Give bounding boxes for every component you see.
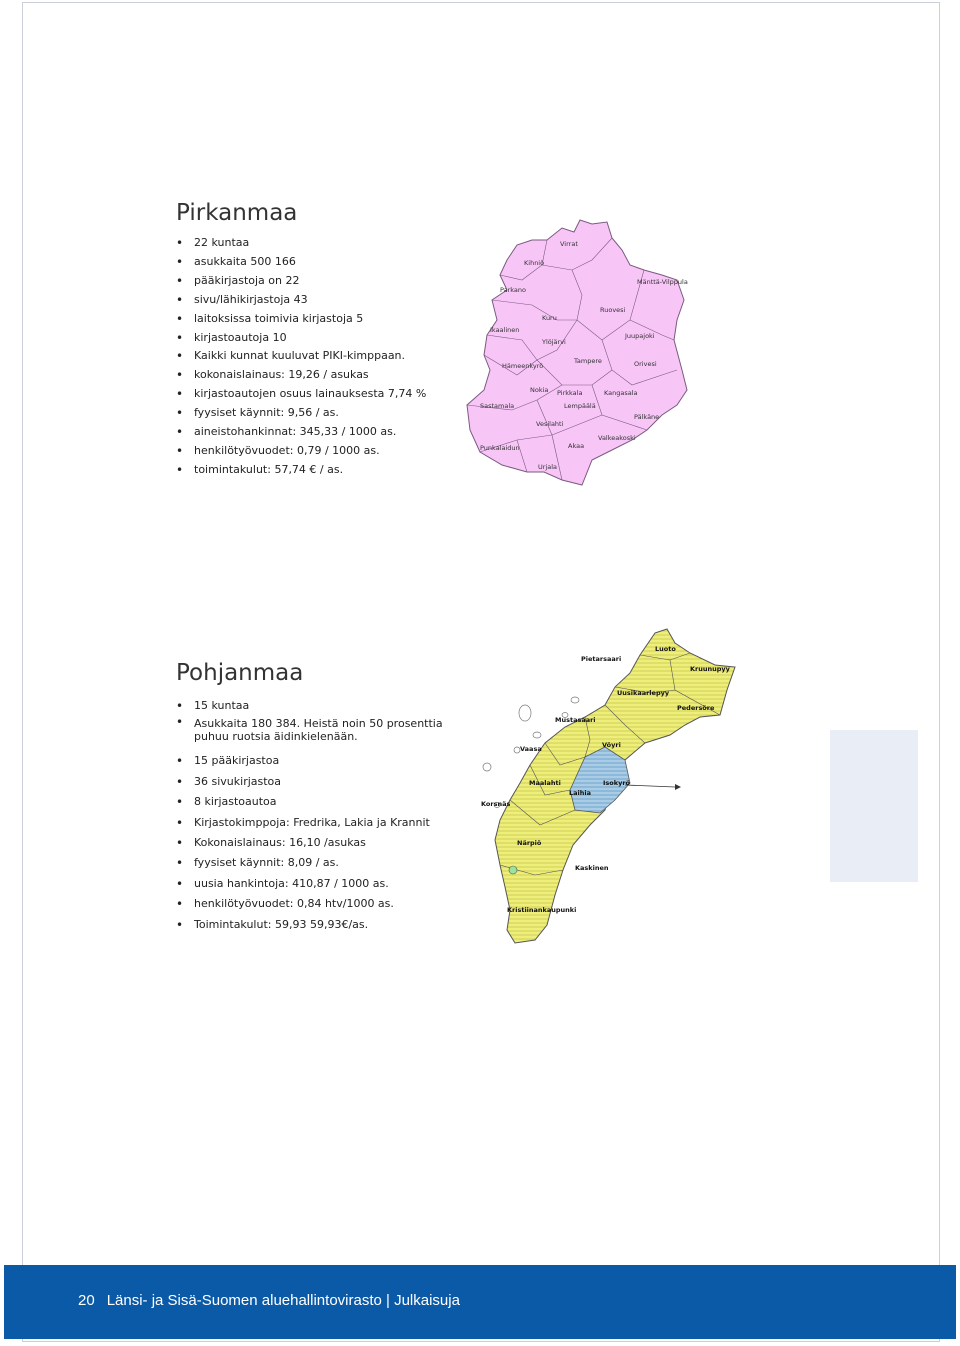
map-marker (509, 866, 517, 874)
pohjanmaa-title: Pohjanmaa (176, 660, 304, 686)
map-label: Ruovesi (600, 306, 626, 314)
list-item: • 36 sivukirjastoa (194, 772, 446, 792)
list-item: • 22 kuntaa (194, 234, 476, 253)
list-item: • asukkaita 500 166 (194, 253, 476, 272)
map-label: Maalahti (529, 779, 561, 787)
map-label: Mustasaari (555, 716, 596, 724)
map-label: Kristiinankaupunki (507, 906, 577, 914)
map-label: Kruunupyy (690, 665, 730, 673)
map-label: Vaasa (520, 745, 542, 753)
map-label: Kihniö (524, 259, 545, 267)
map-label: Punkalaidun (480, 444, 520, 452)
map-label: Laihia (569, 789, 591, 797)
map-label: Uusikaarlepyy (617, 689, 670, 697)
list-item: • toimintakulut: 57,74 € / as. (194, 461, 476, 480)
map-label: Parkano (500, 286, 527, 294)
map-label: Juupajoki (625, 332, 655, 340)
list-item: • kokonaislainaus: 19,26 / asukas (194, 366, 476, 385)
map-label: Ikaalinen (490, 326, 520, 334)
map-label: Vesilahti (536, 420, 564, 428)
map-label: Isokyrö (603, 779, 630, 787)
pohjanmaa-map (475, 625, 750, 950)
list-item: • 15 pääkirjastoa (194, 751, 446, 771)
map-label: Kuru (542, 314, 557, 322)
publication-title: Länsi- ja Sisä-Suomen aluehallintovirasto | Julkaisuja (106, 1292, 460, 1309)
map-label: Närpiö (517, 839, 542, 847)
map-label: Nokia (530, 386, 549, 394)
list-item: • sivu/lähikirjastoja 43 (194, 291, 476, 310)
map-label: Luoto (655, 645, 676, 653)
pirkanmaa-map (462, 210, 712, 495)
map-label: Orivesi (634, 360, 657, 368)
list-item: • 8 kirjastoautoa (194, 792, 446, 812)
list-item: • pääkirjastoja on 22 (194, 272, 476, 291)
list-item: • uusia hankintoja: 410,87 / 1000 as. (194, 874, 446, 894)
map-label: Sastamala (480, 402, 515, 410)
list-item: • Kirjastokimppoja: Fredrika, Lakia ja Krannit (194, 813, 446, 833)
map-label: Valkeakoski (598, 434, 636, 442)
pohjanmaa-section (176, 660, 446, 935)
list-item: • 15 kuntaa (194, 696, 446, 716)
pirkanmaa-facts-list (176, 234, 476, 480)
list-item: • fyysiset käynnit: 8,09 / as. (194, 853, 446, 873)
map-label: Urjala (538, 463, 558, 471)
map-label: Kaskinen (575, 864, 609, 872)
map-label: Pälkäne (634, 413, 660, 421)
map-label: Tampere (574, 357, 602, 365)
footer-bar (4, 1265, 956, 1339)
list-item: • kirjastoautojen osuus lainauksesta 7,74 % (194, 385, 476, 404)
list-item: • laitoksissa toimivia kirjastoja 5 (194, 310, 476, 329)
list-item: • henkilötyövuodet: 0,79 / 1000 as. (194, 442, 476, 461)
list-item: • kirjastoautoja 10 (194, 329, 476, 348)
map-label: Pedersöre (677, 704, 715, 712)
list-item: • Kokonaislainaus: 16,10 /asukas (194, 833, 446, 853)
map-label: Pietarsaari (581, 655, 622, 663)
side-tab-decoration (830, 730, 918, 882)
map-label: Virrat (560, 240, 578, 248)
list-item: • Asukkaita 180 384. Heistä noin 50 prosenttia puhuu ruotsia äidinkielenään. (194, 716, 446, 743)
page-number: 20 (78, 1292, 95, 1309)
map-label: Vöyri (602, 741, 621, 749)
map-label: Akaa (568, 442, 585, 450)
pohjanmaa-facts-list (176, 696, 446, 935)
list-item: • Toimintakulut: 59,93 59,93€/as. (194, 915, 446, 935)
map-label: Korsnäs (481, 800, 511, 808)
list-item: • henkilötyövuodet: 0,84 htv/1000 as. (194, 894, 446, 914)
map-label: Pirkkala (557, 389, 583, 397)
pirkanmaa-section (176, 200, 476, 480)
list-item: • fyysiset käynnit: 9,56 / as. (194, 404, 476, 423)
arrow-head-icon (675, 784, 681, 790)
map-arrow (625, 785, 675, 787)
map-label: Kangasala (604, 389, 638, 397)
map-label: Mänttä-Vilppula (637, 278, 688, 286)
map-label: Ylöjärvi (542, 338, 566, 346)
map-label: Lempäälä (564, 402, 596, 410)
footer-text (78, 1292, 472, 1309)
map-label: Hämeenkyrö (502, 362, 544, 370)
list-item: • Kaikki kunnat kuuluvat PIKI-kimppaan. (194, 347, 476, 366)
pirkanmaa-title: Pirkanmaa (176, 200, 298, 226)
list-item: • aineistohankinnat: 345,33 / 1000 as. (194, 423, 476, 442)
